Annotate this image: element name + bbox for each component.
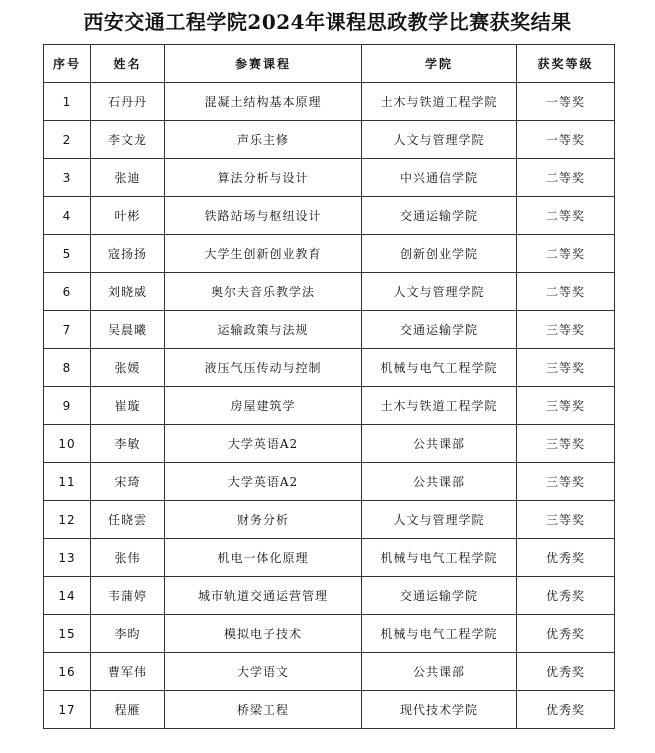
cell-course: 算法分析与设计 xyxy=(165,159,362,197)
header-award: 获奖等级 xyxy=(517,45,615,83)
cell-index: 15 xyxy=(44,615,91,653)
cell-course: 大学语文 xyxy=(165,653,362,691)
table-row xyxy=(44,615,615,653)
cell-index: 4 xyxy=(44,197,91,235)
table-row xyxy=(44,463,615,501)
table-row xyxy=(44,425,615,463)
cell-award: 二等奖 xyxy=(517,235,615,273)
table-row xyxy=(44,387,615,425)
cell-index: 2 xyxy=(44,121,91,159)
cell-college: 人文与管理学院 xyxy=(362,273,517,311)
cell-course: 混凝土结构基本原理 xyxy=(165,83,362,121)
cell-award: 优秀奖 xyxy=(517,539,615,577)
table-row xyxy=(44,273,615,311)
cell-course: 液压气压传动与控制 xyxy=(165,349,362,387)
cell-award: 优秀奖 xyxy=(517,615,615,653)
table-row xyxy=(44,159,615,197)
cell-index: 3 xyxy=(44,159,91,197)
cell-name: 吴晨曦 xyxy=(91,311,165,349)
cell-college: 交通运输学院 xyxy=(362,577,517,615)
cell-college: 土木与铁道工程学院 xyxy=(362,83,517,121)
cell-index: 7 xyxy=(44,311,91,349)
table-row xyxy=(44,349,615,387)
cell-college: 人文与管理学院 xyxy=(362,501,517,539)
cell-course: 奥尔夫音乐教学法 xyxy=(165,273,362,311)
cell-award: 三等奖 xyxy=(517,349,615,387)
cell-course: 声乐主修 xyxy=(165,121,362,159)
table-row xyxy=(44,501,615,539)
cell-name: 曹军伟 xyxy=(91,653,165,691)
cell-college: 公共课部 xyxy=(362,653,517,691)
cell-award: 二等奖 xyxy=(517,197,615,235)
cell-college: 公共课部 xyxy=(362,463,517,501)
cell-course: 大学英语A2 xyxy=(165,463,362,501)
cell-college: 中兴通信学院 xyxy=(362,159,517,197)
cell-course: 铁路站场与枢纽设计 xyxy=(165,197,362,235)
cell-college: 人文与管理学院 xyxy=(362,121,517,159)
cell-index: 8 xyxy=(44,349,91,387)
cell-award: 一等奖 xyxy=(517,121,615,159)
cell-college: 机械与电气工程学院 xyxy=(362,539,517,577)
cell-name: 张伟 xyxy=(91,539,165,577)
cell-index: 16 xyxy=(44,653,91,691)
cell-index: 12 xyxy=(44,501,91,539)
cell-name: 韦蒲婷 xyxy=(91,577,165,615)
table-header-row xyxy=(44,45,615,83)
cell-name: 崔璇 xyxy=(91,387,165,425)
cell-course: 大学英语A2 xyxy=(165,425,362,463)
cell-name: 叶彬 xyxy=(91,197,165,235)
cell-college: 交通运输学院 xyxy=(362,311,517,349)
header-college: 学院 xyxy=(362,45,517,83)
cell-course: 桥梁工程 xyxy=(165,691,362,729)
cell-award: 优秀奖 xyxy=(517,691,615,729)
cell-name: 张媛 xyxy=(91,349,165,387)
cell-college: 现代技术学院 xyxy=(362,691,517,729)
cell-name: 石丹丹 xyxy=(91,83,165,121)
cell-index: 14 xyxy=(44,577,91,615)
cell-award: 三等奖 xyxy=(517,463,615,501)
cell-index: 17 xyxy=(44,691,91,729)
cell-award: 三等奖 xyxy=(517,387,615,425)
table-row xyxy=(44,577,615,615)
cell-college: 交通运输学院 xyxy=(362,197,517,235)
cell-course: 大学生创新创业教育 xyxy=(165,235,362,273)
header-course: 参赛课程 xyxy=(165,45,362,83)
cell-college: 机械与电气工程学院 xyxy=(362,349,517,387)
cell-index: 1 xyxy=(44,83,91,121)
cell-course: 模拟电子技术 xyxy=(165,615,362,653)
results-table xyxy=(43,44,615,729)
cell-award: 优秀奖 xyxy=(517,653,615,691)
cell-college: 公共课部 xyxy=(362,425,517,463)
cell-college: 机械与电气工程学院 xyxy=(362,615,517,653)
cell-index: 6 xyxy=(44,273,91,311)
cell-award: 三等奖 xyxy=(517,425,615,463)
cell-name: 李昀 xyxy=(91,615,165,653)
cell-name: 程雁 xyxy=(91,691,165,729)
table-row xyxy=(44,83,615,121)
cell-index: 11 xyxy=(44,463,91,501)
cell-index: 5 xyxy=(44,235,91,273)
cell-course: 房屋建筑学 xyxy=(165,387,362,425)
cell-index: 9 xyxy=(44,387,91,425)
cell-college: 创新创业学院 xyxy=(362,235,517,273)
cell-name: 寇扬扬 xyxy=(91,235,165,273)
cell-award: 三等奖 xyxy=(517,311,615,349)
cell-name: 李敏 xyxy=(91,425,165,463)
table-row xyxy=(44,235,615,273)
header-index: 序号 xyxy=(44,45,91,83)
table-row xyxy=(44,691,615,729)
table-row xyxy=(44,653,615,691)
cell-course: 城市轨道交通运营管理 xyxy=(165,577,362,615)
cell-award: 优秀奖 xyxy=(517,577,615,615)
cell-index: 13 xyxy=(44,539,91,577)
cell-name: 宋琦 xyxy=(91,463,165,501)
table-row xyxy=(44,197,615,235)
cell-index: 10 xyxy=(44,425,91,463)
cell-name: 任晓雲 xyxy=(91,501,165,539)
cell-name: 李文龙 xyxy=(91,121,165,159)
table-row xyxy=(44,121,615,159)
cell-award: 二等奖 xyxy=(517,273,615,311)
table-row xyxy=(44,539,615,577)
cell-award: 二等奖 xyxy=(517,159,615,197)
cell-course: 机电一体化原理 xyxy=(165,539,362,577)
cell-award: 三等奖 xyxy=(517,501,615,539)
header-name: 姓名 xyxy=(91,45,165,83)
cell-name: 张迪 xyxy=(91,159,165,197)
table-body xyxy=(44,83,615,729)
cell-course: 运输政策与法规 xyxy=(165,311,362,349)
cell-college: 土木与铁道工程学院 xyxy=(362,387,517,425)
cell-course: 财务分析 xyxy=(165,501,362,539)
table-row xyxy=(44,311,615,349)
cell-award: 一等奖 xyxy=(517,83,615,121)
page-title: 西安交通工程学院2024年课程思政教学比赛获奖结果 xyxy=(83,10,572,34)
cell-name: 刘晓威 xyxy=(91,273,165,311)
